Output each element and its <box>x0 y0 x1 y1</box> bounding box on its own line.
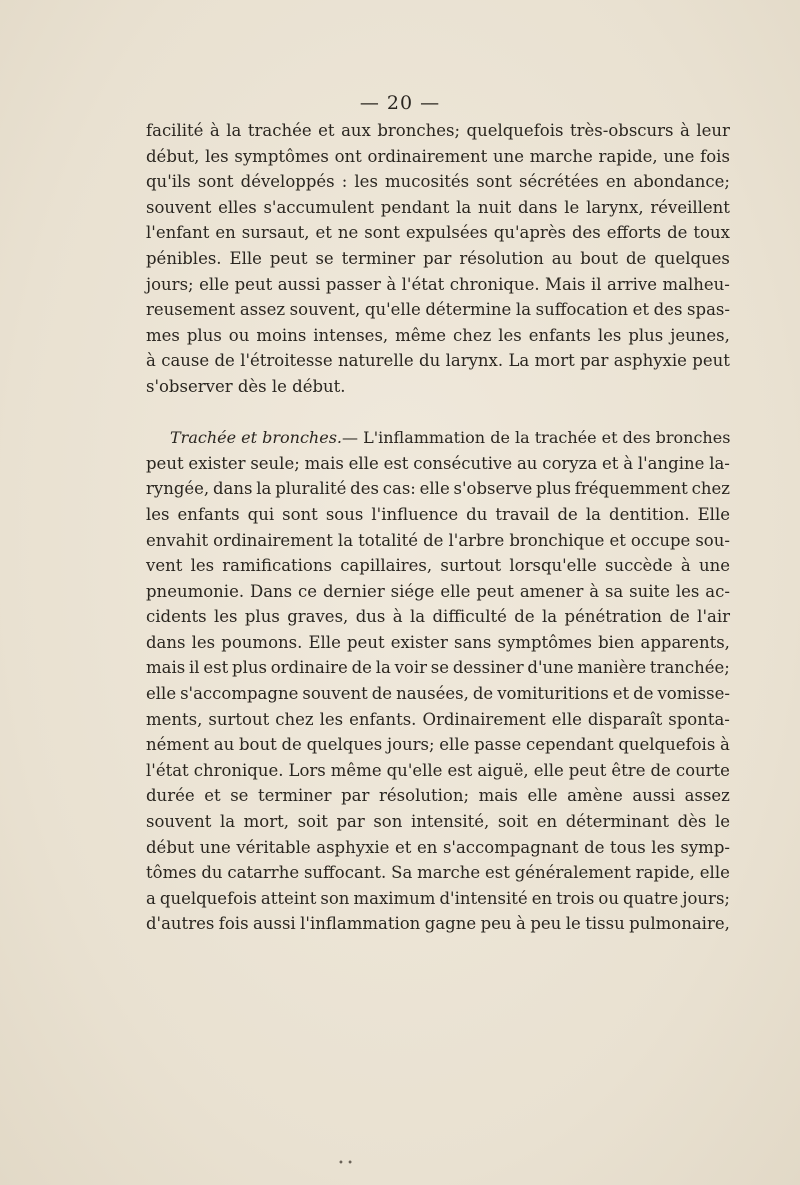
text-line: les enfants qui sont sous l'influence du travail de la dentition. Elle <box>146 504 730 524</box>
footer-mark: • • <box>338 1158 353 1169</box>
text-line: début, les symptômes ont ordinairement une marche rapide, une fois <box>146 146 730 166</box>
text-line: durée et se terminer par résolution; mais elle amène aussi assez <box>146 786 730 806</box>
text-line: nément au bout de quelques jours; elle passe cependant quelquefois à <box>146 735 730 755</box>
paragraph-2 <box>146 451 730 937</box>
text-line: à cause de l'étroitesse naturelle du larynx. La mort par asphyxie peut <box>146 351 730 371</box>
text-line: mais il est plus ordinaire de la voir se dessiner d'une manière tranchée; <box>146 658 730 678</box>
text-line: cidents les plus graves, dus à la difficulté de la pénétration de l'air <box>146 607 730 627</box>
paragraph-1 <box>146 118 730 400</box>
text-line: s'observer dès le début. <box>146 376 346 396</box>
text-line: souvent elles s'accumulent pendant la nuit dans le larynx, réveillent <box>146 197 730 217</box>
text-line: dans les poumons. Elle peut exister sans symptômes bien apparents, <box>146 632 730 652</box>
text-line: peut exister seule; mais elle est consécutive au coryza et à l'angine la- <box>146 453 730 473</box>
text-line: mes plus ou moins intenses, même chez les enfants les plus jeunes, <box>146 325 730 345</box>
text-line: ments, surtout chez les enfants. Ordinairement elle disparaît sponta- <box>146 709 730 729</box>
text-line: qu'ils sont développés : les mucosités sont sécrétées en abondance; <box>146 172 730 192</box>
text-line: ryngée, dans la pluralité des cas: elle s'observe plus fréquemment chez <box>146 479 730 499</box>
text-line: a quelquefois atteint son maximum d'intensité en trois ou quatre jours; <box>146 888 730 908</box>
page-body <box>146 118 730 937</box>
text-line: souvent la mort, soit par son intensité, soit en déterminant dès le <box>146 812 730 832</box>
section-heading-rest: — L'inflammation de la trachée et des bronches <box>342 428 731 448</box>
section-heading-line <box>146 425 730 451</box>
text-line: début une véritable asphyxie et en s'accompagnant de tous les symp- <box>146 837 730 857</box>
text-line: pneumonie. Dans ce dernier siége elle peut amener à sa suite les ac- <box>146 581 730 601</box>
section-heading: Trachée et bronches. <box>170 428 342 448</box>
text-line: d'autres fois aussi l'inflammation gagne peu à peu le tissu pulmonaire, <box>146 914 730 934</box>
text-line: jours; elle peut aussi passer à l'état chronique. Mais il arrive malheu- <box>146 274 730 294</box>
text-line: elle s'accompagne souvent de nausées, de vomituritions et de vomisse- <box>146 684 730 704</box>
text-line: pénibles. Elle peut se terminer par résolution au bout de quelques <box>146 248 730 268</box>
text-line: envahit ordinairement la totalité de l'arbre bronchique et occupe sou- <box>146 530 730 550</box>
text-line: tômes du catarrhe suffocant. Sa marche est généralement rapide, elle <box>146 863 730 883</box>
page-number: — 20 — <box>359 92 441 114</box>
text-line: facilité à la trachée et aux bronches; quelquefois très-obscurs à leur <box>146 121 730 140</box>
text-line: vent les ramifications capillaires, surtout lorsqu'elle succède à une <box>146 556 730 576</box>
text-line: l'état chronique. Lors même qu'elle est aiguë, elle peut être de courte <box>146 760 730 780</box>
text-line: reusement assez souvent, qu'elle détermine la suffocation et des spas- <box>146 300 730 320</box>
text-line: l'enfant en sursaut, et ne sont expulsées qu'après des efforts de toux <box>146 223 730 243</box>
